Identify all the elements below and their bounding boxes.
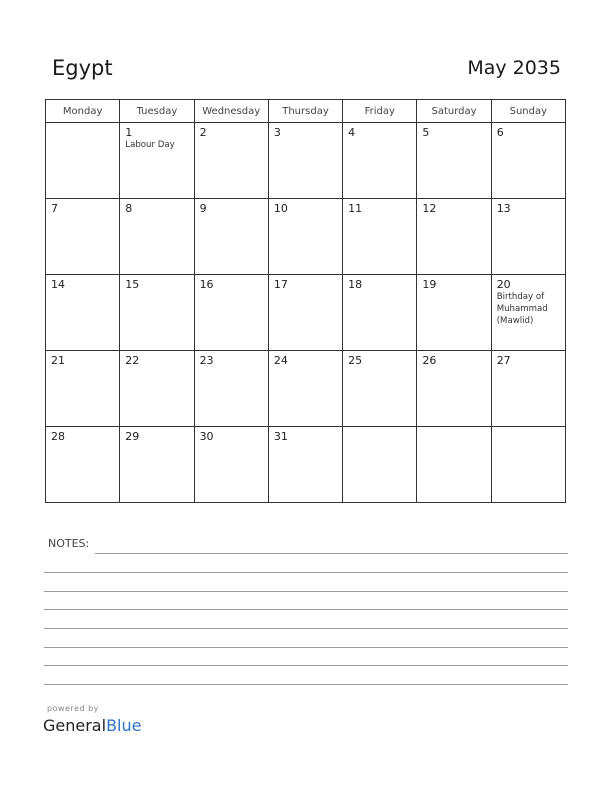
holiday-label: Labour Day [125, 140, 175, 150]
calendar-day-cell [417, 351, 491, 427]
generalblue-logo [43, 716, 141, 735]
weekday-header-row [46, 100, 566, 123]
day-number: 29 [125, 430, 140, 443]
weekday-header: Tuesday [120, 100, 194, 123]
day-number: 12 [422, 202, 437, 215]
notes-line [44, 591, 568, 592]
weekday-header: Saturday [417, 100, 491, 123]
calendar-day-cell [46, 275, 120, 351]
calendar-day-cell [343, 275, 417, 351]
day-number: 3 [273, 126, 281, 139]
calendar-week-row [46, 427, 566, 503]
calendar-week-row [46, 275, 566, 351]
calendar-day-cell [194, 351, 268, 427]
calendar-day-cell [194, 275, 268, 351]
calendar-day-cell [268, 351, 342, 427]
notes-line [95, 553, 568, 554]
day-number: 7 [51, 202, 58, 215]
notes-label: NOTES: [48, 537, 90, 550]
calendar-day-cell [120, 199, 194, 275]
calendar-day-cell [417, 275, 491, 351]
day-number: 25 [348, 354, 363, 367]
calendar-day-cell [268, 427, 342, 503]
day-number: 31 [273, 430, 288, 443]
calendar-day-cell [417, 123, 491, 199]
calendar-day-cell [46, 123, 120, 199]
calendar-day-cell [46, 199, 120, 275]
calendar-day-cell [268, 123, 342, 199]
calendar-month-title: May 2035 [467, 57, 561, 79]
day-number: 2 [199, 126, 207, 139]
calendar-week-row [46, 199, 566, 275]
day-number: 15 [125, 278, 140, 291]
day-number: 16 [199, 278, 214, 291]
holiday-label: Birthday of Muhammad (Mawlid) [496, 292, 548, 326]
calendar-day-cell [194, 199, 268, 275]
calendar-day-cell [120, 427, 194, 503]
day-number: 22 [125, 354, 140, 367]
day-number: 10 [273, 202, 288, 215]
calendar-day-cell [268, 275, 342, 351]
brand-blue: Blue [106, 716, 142, 735]
calendar-day-cell [343, 351, 417, 427]
day-number: 27 [496, 354, 511, 367]
calendar-week-row [46, 351, 566, 427]
day-number: 19 [422, 278, 437, 291]
weekday-header: Monday [46, 100, 120, 123]
notes-line [44, 609, 568, 610]
calendar-day-cell [491, 275, 565, 351]
calendar-day-cell [491, 199, 565, 275]
day-number: 24 [273, 354, 288, 367]
day-number: 26 [422, 354, 437, 367]
brand-general: General [43, 716, 107, 735]
day-number: 23 [199, 354, 214, 367]
day-number: 21 [51, 354, 65, 367]
weekday-header: Wednesday [194, 100, 268, 123]
calendar-day-cell [417, 427, 491, 503]
day-number: 8 [125, 202, 133, 215]
calendar-day-cell [194, 427, 268, 503]
notes-line [44, 684, 568, 685]
calendar-day-cell [491, 427, 565, 503]
calendar-day-cell [46, 351, 120, 427]
day-number: 4 [348, 126, 356, 139]
notes-line [44, 647, 568, 648]
day-number: 9 [199, 202, 207, 215]
notes-line [44, 628, 568, 629]
calendar-country-title: Egypt [52, 56, 113, 80]
month-calendar-grid [45, 99, 566, 503]
calendar-day-cell [268, 199, 342, 275]
calendar-day-cell [417, 199, 491, 275]
powered-by-text: powered by [47, 704, 99, 713]
calendar-day-cell [46, 427, 120, 503]
day-number: 6 [496, 126, 504, 139]
weekday-header: Sunday [491, 100, 565, 123]
calendar-day-cell [120, 275, 194, 351]
calendar-week-row [46, 123, 566, 199]
calendar-day-cell [120, 123, 194, 199]
calendar-day-cell [343, 199, 417, 275]
calendar-day-cell [120, 351, 194, 427]
day-number: 1 [125, 126, 133, 139]
day-number: 11 [348, 202, 363, 215]
calendar-day-cell [491, 351, 565, 427]
day-number: 5 [422, 126, 430, 139]
weekday-header: Friday [343, 100, 417, 123]
day-number: 17 [273, 278, 288, 291]
calendar-day-cell [491, 123, 565, 199]
calendar-day-cell [194, 123, 268, 199]
day-number: 14 [51, 278, 65, 291]
weekday-header: Thursday [268, 100, 342, 123]
notes-line [44, 665, 568, 666]
day-number: 28 [51, 430, 65, 443]
day-number: 30 [199, 430, 214, 443]
day-number: 18 [348, 278, 363, 291]
calendar-day-cell [343, 123, 417, 199]
notes-line [44, 572, 568, 573]
day-number: 13 [496, 202, 511, 215]
calendar-day-cell [343, 427, 417, 503]
day-number: 20 [496, 278, 511, 291]
